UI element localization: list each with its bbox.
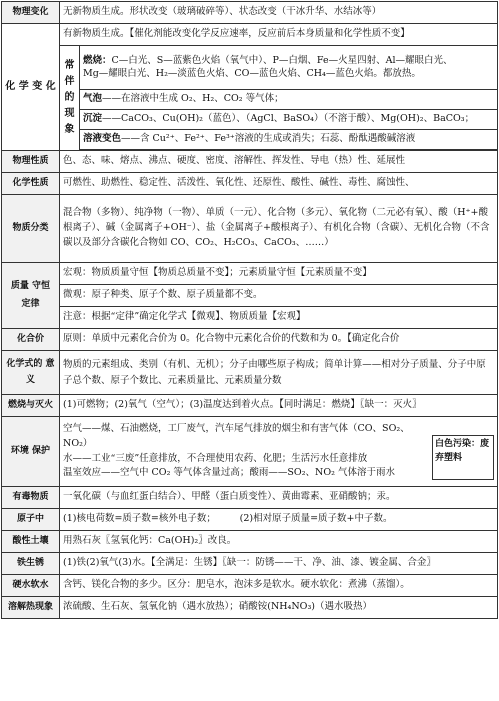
color-change-cell	[80, 130, 498, 150]
row-conservation-note	[2, 307, 498, 329]
env-white-pollution: 白色污染：废弃塑料	[432, 435, 494, 480]
dissolution-heat-text: 浓硫酸、生石灰、氢氧化钠（遇水放热）；硝酸铵(NH₄NO₃)（遇水吸热）	[60, 597, 498, 619]
burn-line-2: Mg—耀眼白光、H₂—淡蓝色火焰、CO—蓝色火焰、CH₄—蓝色火焰。都放热。	[83, 67, 421, 79]
row-physical-change	[2, 2, 498, 24]
label-valence: 化合价	[2, 329, 60, 351]
label-atom: 原子中	[2, 509, 60, 531]
row-acid-soil	[2, 531, 498, 553]
conservation-note: 注意：根据“定律”确定化学式【微观】、物质质量【宏观】	[60, 307, 498, 329]
row-valence	[2, 329, 498, 351]
gas-label: 气泡	[83, 93, 103, 105]
row-formula-meaning	[2, 351, 498, 395]
precipitate-cell	[80, 110, 498, 130]
gas-cell	[80, 90, 498, 110]
color-change-label: 溶液变色	[83, 133, 122, 145]
chemical-property-text: 可燃性、助燃性、稳定性、活泼性、氧化性、还原性、酸性、碱性、毒性、腐蚀性、	[60, 173, 498, 195]
physical-change-text: 无新物质生成。形状改变（玻璃破碎等）、状态改变（干冰升华、水结冰等）	[60, 2, 498, 24]
acid-soil-text: 用熟石灰〖氢氧化钙：Ca(OH)₂〗改良。	[60, 531, 498, 553]
burn-cell	[80, 46, 498, 90]
env-water: 水——工业“三废”任意排放，不合理使用农药、化肥；生活污水任意排放	[63, 452, 368, 464]
label-common-phenomena: 常 伴 的 现 象	[60, 46, 80, 151]
row-environment	[2, 417, 498, 487]
precipitate-text: ——CaCO₃、Cu(OH)₂（蓝色）、（AgCl、BaSO₄）（不溶于酸）、Mg(OH)₂、BaCO₃；	[102, 113, 475, 125]
row-chemical-change-def	[2, 24, 498, 46]
conservation-macro: 宏观：物质质量守恒【物质总质量不变】；元素质量守恒【元素质量不变】	[60, 263, 498, 285]
label-toxic: 有毒物质	[2, 487, 60, 509]
formula-meaning-text: 物质的元素组成、类别（有机、无机）；分子由哪些原子构成；简单计算——相对分子质量、分子中原子总个数、原子个数比、元素质量比、元素质量分数	[60, 351, 498, 395]
row-chemical-property	[2, 173, 498, 195]
conservation-micro: 微观：原子种类、原子个数、原子质量都不变。	[60, 285, 498, 307]
label-physical-property: 物理性质	[2, 151, 60, 173]
physical-property-text: 色、态、味、熔点、沸点、硬度、密度、溶解性、挥发性、导电（热）性、延展性	[60, 151, 498, 173]
row-conservation-macro	[2, 263, 498, 285]
row-rust	[2, 553, 498, 575]
label-dissolution-heat: 溶解热现象	[2, 597, 60, 619]
label-rust: 铁生锈	[2, 553, 60, 575]
burn-label: 燃烧：	[83, 54, 112, 66]
classification-text: 混合物（多物）、纯净物（一物）、单质（一元）、化合物（多元）、氧化物（二元必有氧）、酸（H⁺+酸根离子）、碱（金属离子+OH⁻）、盐（金属离子+酸根离子）、有机化合物（含碳）、无机化合物（不含碳以及部分含碳化合物如 CO、CO₂、H₂CO₃、CaCO₃、……）	[60, 195, 498, 263]
valence-text: 原则：单质中元素化合价为 0。化合物中元素化合价的代数和为 0。【确定化合价	[60, 329, 498, 351]
label-hard-water: 硬水软水	[2, 575, 60, 597]
row-dissolution-heat	[2, 597, 498, 619]
chemical-change-definition: 有新物质生成。【催化剂能改变化学反应速率，反应前后本身质量和化学性质不变】	[60, 24, 498, 46]
env-air: 空气——煤、石油燃烧，工厂废气，汽车尾气排放的烟尘和有害气体（CO、SO₂、NO₂）	[63, 423, 410, 449]
rust-text: (1)铁(2)氧气(3)水。【全满足：生锈】〖缺一：防锈——干、净、油、漆、镀金属、合金〗	[60, 553, 498, 575]
hard-water-text: 含钙、镁化合物的多少。区分：肥皂水，泡沫多是软水。硬水软化：煮沸（蒸馏）。	[60, 575, 498, 597]
gas-text: ——在溶液中生成 O₂、H₂、CO₂ 等气体；	[102, 93, 284, 105]
combustion-text: (1)可燃物；(2)氧气（空气）；(3)温度达到着火点。【同时满足：燃烧】〖缺一：灭火〗	[60, 395, 498, 417]
color-change-text: ——含 Cu²⁺、Fe²⁺、Fe³⁺溶液的生成或消失；石蕊、酚酞遇酸碱溶液	[121, 133, 416, 145]
label-physical-change: 物理变化	[2, 2, 60, 24]
row-burn	[2, 46, 498, 90]
label-environment: 环境 保护	[2, 417, 60, 487]
burn-line-1: C—白光、S—蓝紫色火焰（氧气中）、P—白烟、Fe—火星四射、Al—耀眼白光、	[111, 54, 453, 66]
row-physical-property	[2, 151, 498, 173]
label-acid-soil: 酸性土壤	[2, 531, 60, 553]
row-hard-water	[2, 575, 498, 597]
label-combustion: 燃烧与灭火	[2, 395, 60, 417]
row-classification	[2, 195, 498, 263]
chemistry-summary-table	[1, 1, 498, 619]
row-combustion	[2, 395, 498, 417]
env-warming: 温室效应——空气中 CO₂ 等气体含量过高；酸雨——SO₂、NO₂ 气体溶于雨水	[63, 467, 395, 479]
row-atom	[2, 509, 498, 531]
row-conservation-micro	[2, 285, 498, 307]
toxic-text: 一氧化碳（与血红蛋白结合）、甲醛（蛋白质变性）、黄曲霉素、亚硝酸钠；汞。	[60, 487, 498, 509]
environment-cell	[60, 417, 498, 487]
row-toxic	[2, 487, 498, 509]
label-chemical-change: 化 学 变 化	[2, 24, 60, 151]
label-conservation: 质量 守恒 定律	[2, 263, 60, 329]
atom-text: (1)核电荷数=质子数=核外电子数； (2)相对原子质量=质子数+中子数。	[60, 509, 498, 531]
label-chemical-property: 化学性质	[2, 173, 60, 195]
label-classification: 物质分类	[2, 195, 60, 263]
label-formula-meaning: 化学式的 意义	[2, 351, 60, 395]
precipitate-label: 沉淀	[83, 113, 103, 125]
